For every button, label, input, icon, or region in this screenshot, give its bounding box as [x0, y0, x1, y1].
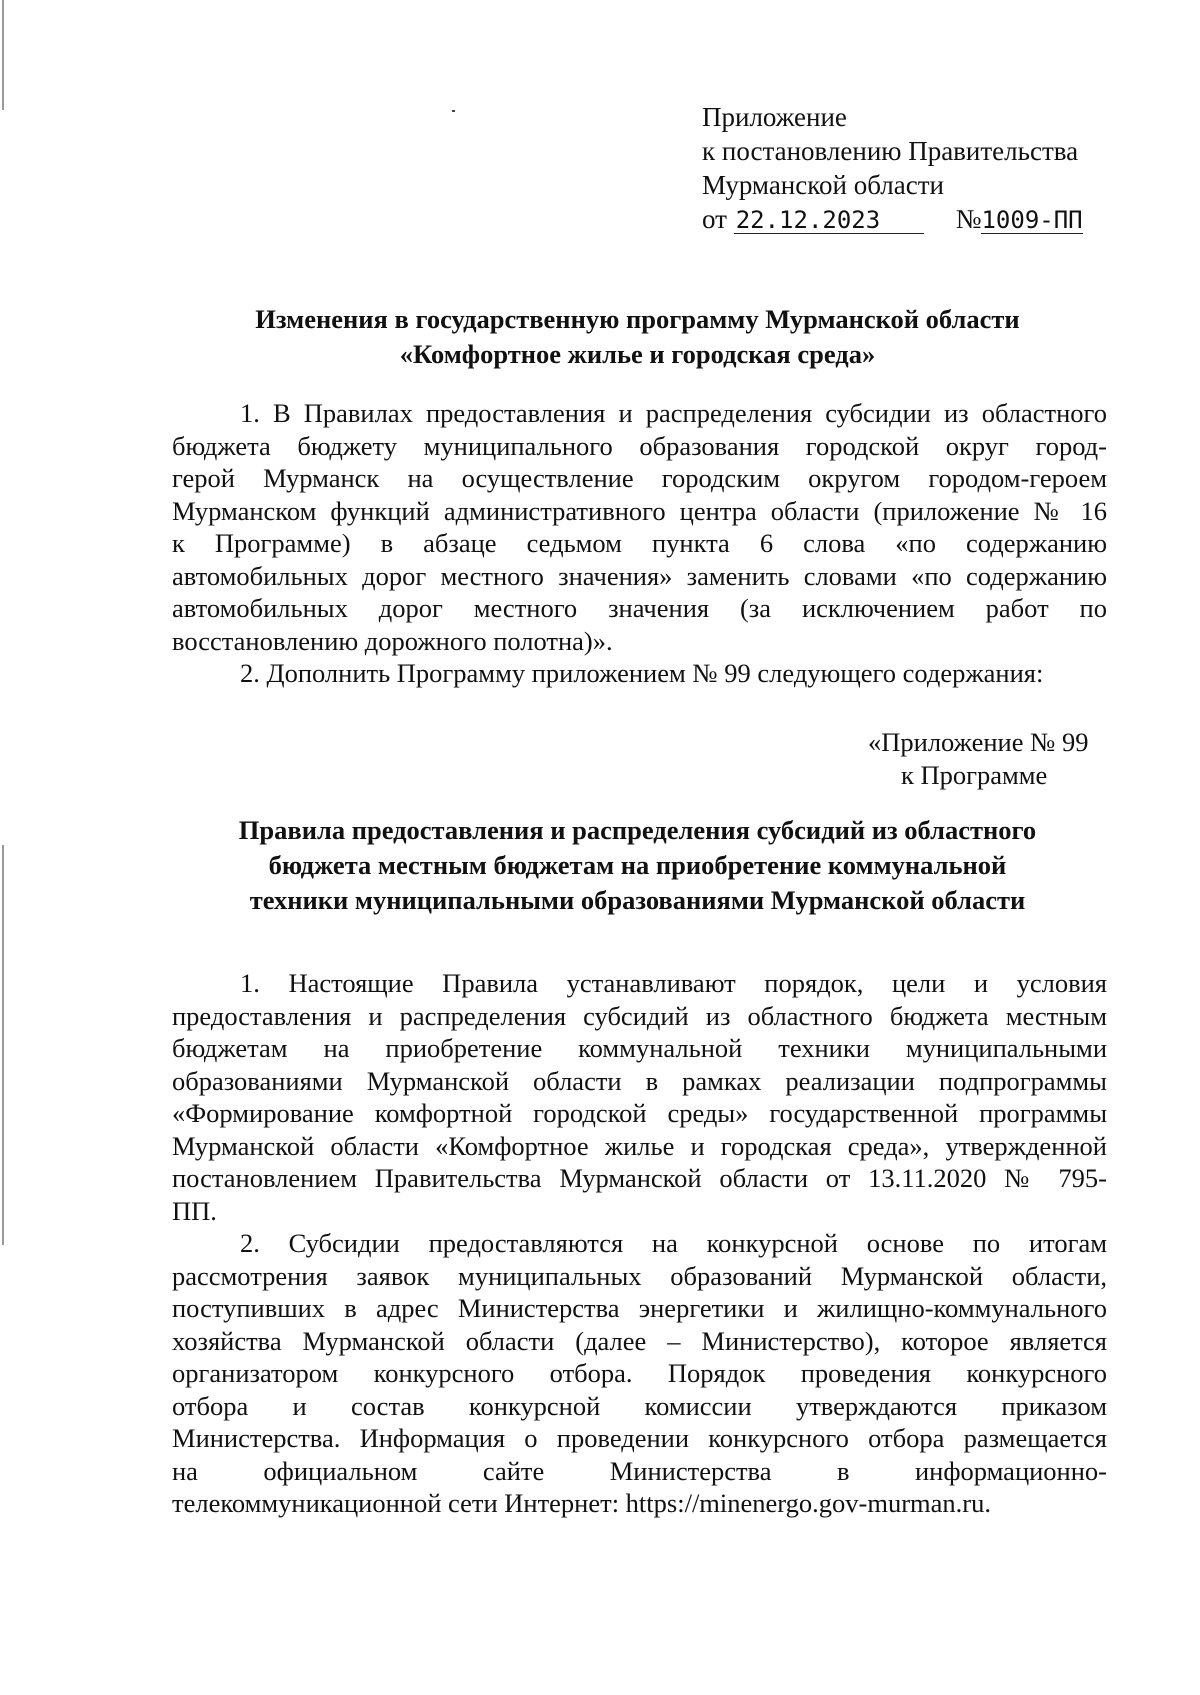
decree-number: 1009-ПП — [981, 206, 1083, 234]
text-line: образованиями Мурманской области в рамках реализации подпрограммы — [172, 1065, 1107, 1096]
date-prefix: от — [702, 204, 727, 234]
text-line: бюджетам на приобретение коммунальной техники муниципальными — [172, 1033, 1107, 1063]
text-line: автомобильных дорог местного значения» заменить словами «по содержанию — [172, 560, 1107, 591]
approval-line: к постановлению Правительства — [702, 136, 1079, 166]
text-line: Мурманском функций административного центра области (приложение № 16 — [172, 495, 1107, 526]
text-line: герой Мурманск на осуществление городским округом городом-героем — [172, 463, 1107, 493]
amendments-body — [172, 397, 1107, 690]
text-line: Мурманской области «Комфортное жилье и городская среда», утвержденной — [172, 1130, 1107, 1161]
approval-line: Мурманской области — [702, 170, 944, 200]
heading-line: техники муниципальными образованиями Мурманской области — [249, 885, 1026, 915]
approval-line: Приложение — [702, 102, 847, 132]
approval-stamp-block — [702, 100, 1162, 236]
text-line: 1. В Правилах предоставления и распределения субсидии из областного — [240, 398, 1107, 428]
scan-edge-line — [2, 845, 4, 1245]
text-line: Министерства. Информация о проведении конкурсного отбора размещается — [172, 1423, 1107, 1453]
number-prefix: № — [955, 204, 982, 234]
text-line: «Формирование комфортной городской среды» государственной программы — [172, 1098, 1107, 1128]
text-line: 2. Дополнить Программу приложением № 99 следующего содержания: — [240, 658, 1044, 688]
text-line: на официальном сайте Министерства в информационно- — [172, 1455, 1107, 1486]
amendments-heading — [170, 302, 1105, 372]
sub-appendix-line: «Приложение № 99 — [868, 727, 1089, 757]
rules-body — [172, 967, 1107, 1520]
text-line: рассмотрения заявок муниципальных образований Мурманской области, — [172, 1260, 1107, 1291]
heading-line: «Комфортное жилье и городская среда» — [399, 339, 876, 369]
heading-line: бюджета местным бюджетам на приобретение коммунальной — [268, 850, 1007, 880]
text-line: автомобильных дорог местного значения (за исключением работ по — [172, 593, 1107, 623]
sub-appendix-line: к Программе — [901, 760, 1048, 790]
text-line: бюджета бюджету муниципального образования городской округ город- — [172, 430, 1107, 461]
text-line: предоставления и распределения субсидий из областного бюджета местным — [172, 1000, 1107, 1031]
text-line: к Программе) в абзаце седьмом пункта 6 слова «по содержанию — [172, 528, 1107, 558]
text-line: поступивших в адрес Министерства энергетики и жилищно-коммунального — [172, 1293, 1107, 1323]
decree-date: 22.12.2023 — [734, 207, 924, 234]
text-line: организатором конкурсного отбора. Порядок проведения конкурсного — [172, 1358, 1107, 1388]
text-line: 1. Настоящие Правила устанавливают порядок, цели и условия — [240, 968, 1107, 998]
text-line: хозяйства Мурманской области (далее – Министерство), которое является — [172, 1325, 1107, 1356]
text-line: восстановлению дорожного полотна)». — [172, 625, 613, 656]
rules-heading — [170, 813, 1105, 918]
text-line: 2. Субсидии предоставляются на конкурсной основе по итогам — [240, 1228, 1107, 1258]
scan-speck — [452, 110, 455, 112]
heading-line: Правила предоставления и распределения субсидий из областного — [238, 815, 1037, 845]
text-line: ПП. — [172, 1195, 217, 1226]
scan-edge-line — [2, 0, 4, 110]
text-line: отбора и состав конкурсной комиссии утверждаются приказом — [172, 1390, 1107, 1421]
sub-appendix-label — [868, 726, 1089, 792]
text-line: постановлением Правительства Мурманской области от 13.11.2020 № 795- — [172, 1163, 1107, 1193]
text-line: телекоммуникационной сети Интернет: https://minenergo.gov-murman.ru. — [172, 1488, 991, 1518]
approval-date-number-line — [702, 202, 1162, 236]
heading-line: Изменения в государственную программу Мурманской области — [255, 304, 1020, 334]
